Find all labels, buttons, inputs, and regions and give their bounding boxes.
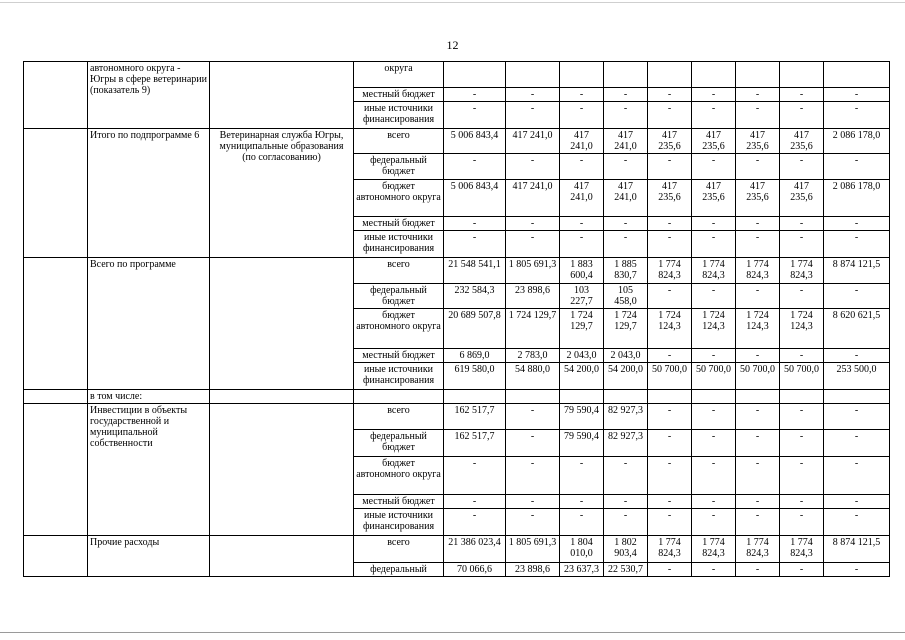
amount-cell: - bbox=[506, 430, 560, 457]
amount-cell: 417 235,6 bbox=[780, 129, 824, 154]
funding-source-cell: федеральный бюджет bbox=[354, 430, 444, 457]
amount-cell: 1 804 010,0 bbox=[560, 536, 604, 563]
amount-cell: 21 386 023,4 bbox=[444, 536, 506, 563]
amount-cell bbox=[560, 390, 604, 404]
amount-cell: - bbox=[780, 457, 824, 495]
amount-cell: 50 700,0 bbox=[736, 363, 780, 390]
amount-cell: - bbox=[444, 217, 506, 231]
row-number-cell bbox=[24, 62, 88, 129]
amount-cell: 2 086 178,0 bbox=[824, 180, 890, 217]
funding-source-cell: иные источники финансирования bbox=[354, 509, 444, 536]
amount-cell: 50 700,0 bbox=[780, 363, 824, 390]
amount-cell: - bbox=[692, 509, 736, 536]
amount-cell: - bbox=[560, 217, 604, 231]
amount-cell: - bbox=[736, 349, 780, 363]
amount-cell: 5 006 843,4 bbox=[444, 129, 506, 154]
amount-cell: - bbox=[780, 231, 824, 258]
amount-cell bbox=[780, 390, 824, 404]
funding-source-cell: федеральный бюджет bbox=[354, 284, 444, 309]
row-number-cell bbox=[24, 536, 88, 577]
amount-cell: - bbox=[736, 457, 780, 495]
amount-cell: 8 620 621,5 bbox=[824, 309, 890, 349]
amount-cell: 232 584,3 bbox=[444, 284, 506, 309]
amount-cell: 79 590,4 bbox=[560, 430, 604, 457]
amount-cell: 8 874 121,5 bbox=[824, 536, 890, 563]
amount-cell: 1 774 824,3 bbox=[780, 536, 824, 563]
amount-cell: 417 235,6 bbox=[736, 180, 780, 217]
page-number: 12 bbox=[446, 38, 459, 52]
funding-source-cell: местный бюджет bbox=[354, 217, 444, 231]
amount-cell: 417 241,0 bbox=[604, 180, 648, 217]
amount-cell: - bbox=[444, 231, 506, 258]
amount-cell: 2 783,0 bbox=[506, 349, 560, 363]
funding-source-cell: иные источники финансирования bbox=[354, 231, 444, 258]
amount-cell: 2 043,0 bbox=[604, 349, 648, 363]
amount-cell: 54 880,0 bbox=[506, 363, 560, 390]
amount-cell: 21 548 541,1 bbox=[444, 258, 506, 284]
amount-cell bbox=[604, 390, 648, 404]
bottom-scan-line bbox=[0, 632, 905, 633]
table-row bbox=[24, 404, 890, 430]
funding-source-cell: всего bbox=[354, 258, 444, 284]
amount-cell: - bbox=[736, 88, 780, 102]
table-row bbox=[24, 536, 890, 563]
amount-cell: - bbox=[692, 102, 736, 129]
amount-cell: 1 724 124,3 bbox=[648, 309, 692, 349]
amount-cell: - bbox=[560, 231, 604, 258]
amount-cell: - bbox=[780, 563, 824, 577]
amount-cell: - bbox=[780, 102, 824, 129]
amount-cell: - bbox=[736, 284, 780, 309]
amount-cell: 20 689 507,8 bbox=[444, 309, 506, 349]
amount-cell: - bbox=[824, 349, 890, 363]
amount-cell: - bbox=[604, 457, 648, 495]
amount-cell: - bbox=[604, 154, 648, 180]
amount-cell: 54 200,0 bbox=[560, 363, 604, 390]
amount-cell: - bbox=[648, 284, 692, 309]
amount-cell: 417 235,6 bbox=[648, 180, 692, 217]
amount-cell: 82 927,3 bbox=[604, 404, 648, 430]
executor-cell bbox=[210, 390, 354, 404]
amount-cell: 1 805 691,3 bbox=[506, 258, 560, 284]
amount-cell: - bbox=[780, 349, 824, 363]
item-name-cell: Прочие расходы bbox=[88, 536, 210, 577]
amount-cell: - bbox=[780, 217, 824, 231]
amount-cell: - bbox=[506, 231, 560, 258]
amount-cell: - bbox=[604, 495, 648, 509]
amount-cell: 253 500,0 bbox=[824, 363, 890, 390]
amount-cell: 1 724 129,7 bbox=[560, 309, 604, 349]
amount-cell: - bbox=[648, 102, 692, 129]
amount-cell: 23 898,6 bbox=[506, 284, 560, 309]
amount-cell: - bbox=[736, 154, 780, 180]
amount-cell: 50 700,0 bbox=[692, 363, 736, 390]
amount-cell: 417 235,6 bbox=[692, 180, 736, 217]
amount-cell: 619 580,0 bbox=[444, 363, 506, 390]
amount-cell: - bbox=[780, 509, 824, 536]
row-number-cell bbox=[24, 404, 88, 536]
amount-cell: - bbox=[780, 154, 824, 180]
amount-cell bbox=[692, 390, 736, 404]
amount-cell: - bbox=[648, 495, 692, 509]
amount-cell: - bbox=[444, 495, 506, 509]
top-scan-line bbox=[0, 2, 905, 3]
amount-cell: 23 637,3 bbox=[560, 563, 604, 577]
amount-cell bbox=[780, 62, 824, 88]
amount-cell: - bbox=[506, 154, 560, 180]
amount-cell: 1 802 903,4 bbox=[604, 536, 648, 563]
amount-cell: - bbox=[444, 457, 506, 495]
amount-cell: 417 241,0 bbox=[506, 180, 560, 217]
amount-cell: 1 724 124,3 bbox=[780, 309, 824, 349]
amount-cell: - bbox=[692, 495, 736, 509]
amount-cell: - bbox=[780, 284, 824, 309]
amount-cell: - bbox=[648, 231, 692, 258]
amount-cell: - bbox=[604, 217, 648, 231]
amount-cell: 417 235,6 bbox=[736, 129, 780, 154]
amount-cell: - bbox=[736, 509, 780, 536]
amount-cell: 1 774 824,3 bbox=[648, 536, 692, 563]
executor-cell bbox=[210, 536, 354, 577]
amount-cell: - bbox=[824, 430, 890, 457]
funding-source-cell: местный бюджет bbox=[354, 349, 444, 363]
amount-cell: - bbox=[824, 154, 890, 180]
amount-cell: - bbox=[560, 88, 604, 102]
amount-cell: - bbox=[692, 154, 736, 180]
amount-cell: - bbox=[780, 404, 824, 430]
amount-cell: - bbox=[692, 88, 736, 102]
amount-cell: - bbox=[824, 404, 890, 430]
amount-cell: 1 774 824,3 bbox=[780, 258, 824, 284]
amount-cell: - bbox=[506, 217, 560, 231]
amount-cell bbox=[648, 62, 692, 88]
amount-cell: - bbox=[560, 154, 604, 180]
amount-cell: 70 066,6 bbox=[444, 563, 506, 577]
amount-cell: 2 086 178,0 bbox=[824, 129, 890, 154]
amount-cell: 50 700,0 bbox=[648, 363, 692, 390]
funding-source-cell bbox=[354, 390, 444, 404]
amount-cell: 417 241,0 bbox=[560, 180, 604, 217]
amount-cell: - bbox=[648, 509, 692, 536]
amount-cell: - bbox=[506, 404, 560, 430]
amount-cell: - bbox=[692, 563, 736, 577]
amount-cell: - bbox=[506, 495, 560, 509]
amount-cell: 417 235,6 bbox=[692, 129, 736, 154]
amount-cell: - bbox=[736, 217, 780, 231]
funding-source-cell: иные источники финансирования bbox=[354, 363, 444, 390]
amount-cell: - bbox=[648, 430, 692, 457]
amount-cell: - bbox=[780, 495, 824, 509]
amount-cell bbox=[604, 62, 648, 88]
funding-source-cell: округа bbox=[354, 62, 444, 88]
amount-cell: - bbox=[736, 404, 780, 430]
funding-source-cell: иные источники финансирования bbox=[354, 102, 444, 129]
amount-cell: - bbox=[692, 284, 736, 309]
amount-cell: 1 774 824,3 bbox=[736, 258, 780, 284]
amount-cell: 1 774 824,3 bbox=[692, 258, 736, 284]
row-number-cell bbox=[24, 258, 88, 390]
amount-cell: 1 774 824,3 bbox=[648, 258, 692, 284]
amount-cell: 8 874 121,5 bbox=[824, 258, 890, 284]
amount-cell: 105 458,0 bbox=[604, 284, 648, 309]
amount-cell: - bbox=[736, 102, 780, 129]
amount-cell bbox=[736, 390, 780, 404]
amount-cell: - bbox=[780, 88, 824, 102]
table-row bbox=[24, 129, 890, 154]
amount-cell: - bbox=[648, 349, 692, 363]
table-row bbox=[24, 258, 890, 284]
amount-cell: - bbox=[604, 88, 648, 102]
amount-cell: - bbox=[824, 88, 890, 102]
executor-cell bbox=[210, 258, 354, 390]
amount-cell: - bbox=[736, 563, 780, 577]
budget-table bbox=[23, 61, 890, 577]
amount-cell bbox=[824, 62, 890, 88]
amount-cell: - bbox=[444, 102, 506, 129]
funding-source-cell: местный бюджет bbox=[354, 88, 444, 102]
amount-cell: 82 927,3 bbox=[604, 430, 648, 457]
amount-cell: - bbox=[604, 102, 648, 129]
amount-cell bbox=[506, 62, 560, 88]
amount-cell: - bbox=[824, 217, 890, 231]
amount-cell bbox=[444, 390, 506, 404]
funding-source-cell: всего bbox=[354, 404, 444, 430]
amount-cell: 79 590,4 bbox=[560, 404, 604, 430]
amount-cell bbox=[692, 62, 736, 88]
amount-cell: - bbox=[780, 430, 824, 457]
amount-cell bbox=[736, 62, 780, 88]
amount-cell bbox=[560, 62, 604, 88]
amount-cell bbox=[824, 390, 890, 404]
amount-cell: - bbox=[692, 457, 736, 495]
table-row bbox=[24, 62, 890, 88]
amount-cell: - bbox=[648, 154, 692, 180]
funding-source-cell: бюджет автономного округа bbox=[354, 180, 444, 217]
table-row bbox=[24, 390, 890, 404]
amount-cell: 22 530,7 bbox=[604, 563, 648, 577]
amount-cell: - bbox=[604, 231, 648, 258]
amount-cell: 417 241,0 bbox=[560, 129, 604, 154]
funding-source-cell: местный бюджет bbox=[354, 495, 444, 509]
funding-source-cell: федеральный bbox=[354, 563, 444, 577]
funding-source-cell: федеральный бюджет bbox=[354, 154, 444, 180]
amount-cell: - bbox=[560, 457, 604, 495]
amount-cell: - bbox=[824, 563, 890, 577]
amount-cell: - bbox=[444, 509, 506, 536]
amount-cell: - bbox=[692, 217, 736, 231]
amount-cell: - bbox=[692, 349, 736, 363]
amount-cell: 103 227,7 bbox=[560, 284, 604, 309]
amount-cell: 1 805 691,3 bbox=[506, 536, 560, 563]
amount-cell: - bbox=[560, 495, 604, 509]
amount-cell: - bbox=[824, 284, 890, 309]
amount-cell: - bbox=[736, 231, 780, 258]
funding-source-cell: бюджет автономного округа bbox=[354, 457, 444, 495]
amount-cell: 417 235,6 bbox=[648, 129, 692, 154]
amount-cell bbox=[506, 390, 560, 404]
amount-cell: - bbox=[648, 217, 692, 231]
budget-table-body bbox=[24, 62, 890, 577]
amount-cell: 1 724 124,3 bbox=[736, 309, 780, 349]
row-number-cell bbox=[24, 129, 88, 258]
amount-cell bbox=[648, 390, 692, 404]
funding-source-cell: всего bbox=[354, 536, 444, 563]
amount-cell: - bbox=[824, 495, 890, 509]
amount-cell: - bbox=[648, 457, 692, 495]
amount-cell: 1 724 129,7 bbox=[604, 309, 648, 349]
amount-cell: - bbox=[444, 154, 506, 180]
amount-cell: 1 883 600,4 bbox=[560, 258, 604, 284]
amount-cell: - bbox=[648, 88, 692, 102]
amount-cell bbox=[444, 62, 506, 88]
amount-cell: 23 898,6 bbox=[506, 563, 560, 577]
amount-cell: 1 774 824,3 bbox=[736, 536, 780, 563]
item-name-cell: автономного округа - Югры в сфере ветеринарии (показатель 9) bbox=[88, 62, 210, 129]
item-name-cell: Итого по подпрограмме 6 bbox=[88, 129, 210, 258]
amount-cell: - bbox=[506, 88, 560, 102]
amount-cell: 417 241,0 bbox=[506, 129, 560, 154]
amount-cell: - bbox=[824, 102, 890, 129]
amount-cell: - bbox=[444, 88, 506, 102]
amount-cell: - bbox=[824, 509, 890, 536]
amount-cell: 1 724 124,3 bbox=[692, 309, 736, 349]
funding-source-cell: бюджет автономного округа bbox=[354, 309, 444, 349]
amount-cell: 54 200,0 bbox=[604, 363, 648, 390]
amount-cell: - bbox=[824, 457, 890, 495]
funding-source-cell: всего bbox=[354, 129, 444, 154]
amount-cell: 417 241,0 bbox=[604, 129, 648, 154]
amount-cell: 1 885 830,7 bbox=[604, 258, 648, 284]
amount-cell: - bbox=[824, 231, 890, 258]
amount-cell: 162 517,7 bbox=[444, 404, 506, 430]
amount-cell: - bbox=[604, 509, 648, 536]
amount-cell: - bbox=[506, 457, 560, 495]
amount-cell: - bbox=[648, 563, 692, 577]
amount-cell: 5 006 843,4 bbox=[444, 180, 506, 217]
amount-cell: - bbox=[736, 430, 780, 457]
amount-cell: - bbox=[692, 231, 736, 258]
amount-cell: - bbox=[560, 509, 604, 536]
amount-cell: - bbox=[736, 495, 780, 509]
executor-cell bbox=[210, 404, 354, 536]
amount-cell: - bbox=[506, 509, 560, 536]
amount-cell: - bbox=[506, 102, 560, 129]
amount-cell: 162 517,7 bbox=[444, 430, 506, 457]
executor-cell: Ветеринарная служба Югры, муниципальные образования (по согласованию) bbox=[210, 129, 354, 258]
amount-cell: 417 235,6 bbox=[780, 180, 824, 217]
item-name-cell: Всего по программе bbox=[88, 258, 210, 390]
amount-cell: - bbox=[692, 430, 736, 457]
amount-cell: 2 043,0 bbox=[560, 349, 604, 363]
amount-cell: - bbox=[692, 404, 736, 430]
executor-cell bbox=[210, 62, 354, 129]
amount-cell: 1 774 824,3 bbox=[692, 536, 736, 563]
item-name-cell: Инвестиции в объекты государственной и муниципальной собственности bbox=[88, 404, 210, 536]
row-number-cell bbox=[24, 390, 88, 404]
amount-cell: 6 869,0 bbox=[444, 349, 506, 363]
amount-cell: 1 724 129,7 bbox=[506, 309, 560, 349]
amount-cell: - bbox=[560, 102, 604, 129]
amount-cell: - bbox=[648, 404, 692, 430]
item-name-cell: в том числе: bbox=[88, 390, 210, 404]
